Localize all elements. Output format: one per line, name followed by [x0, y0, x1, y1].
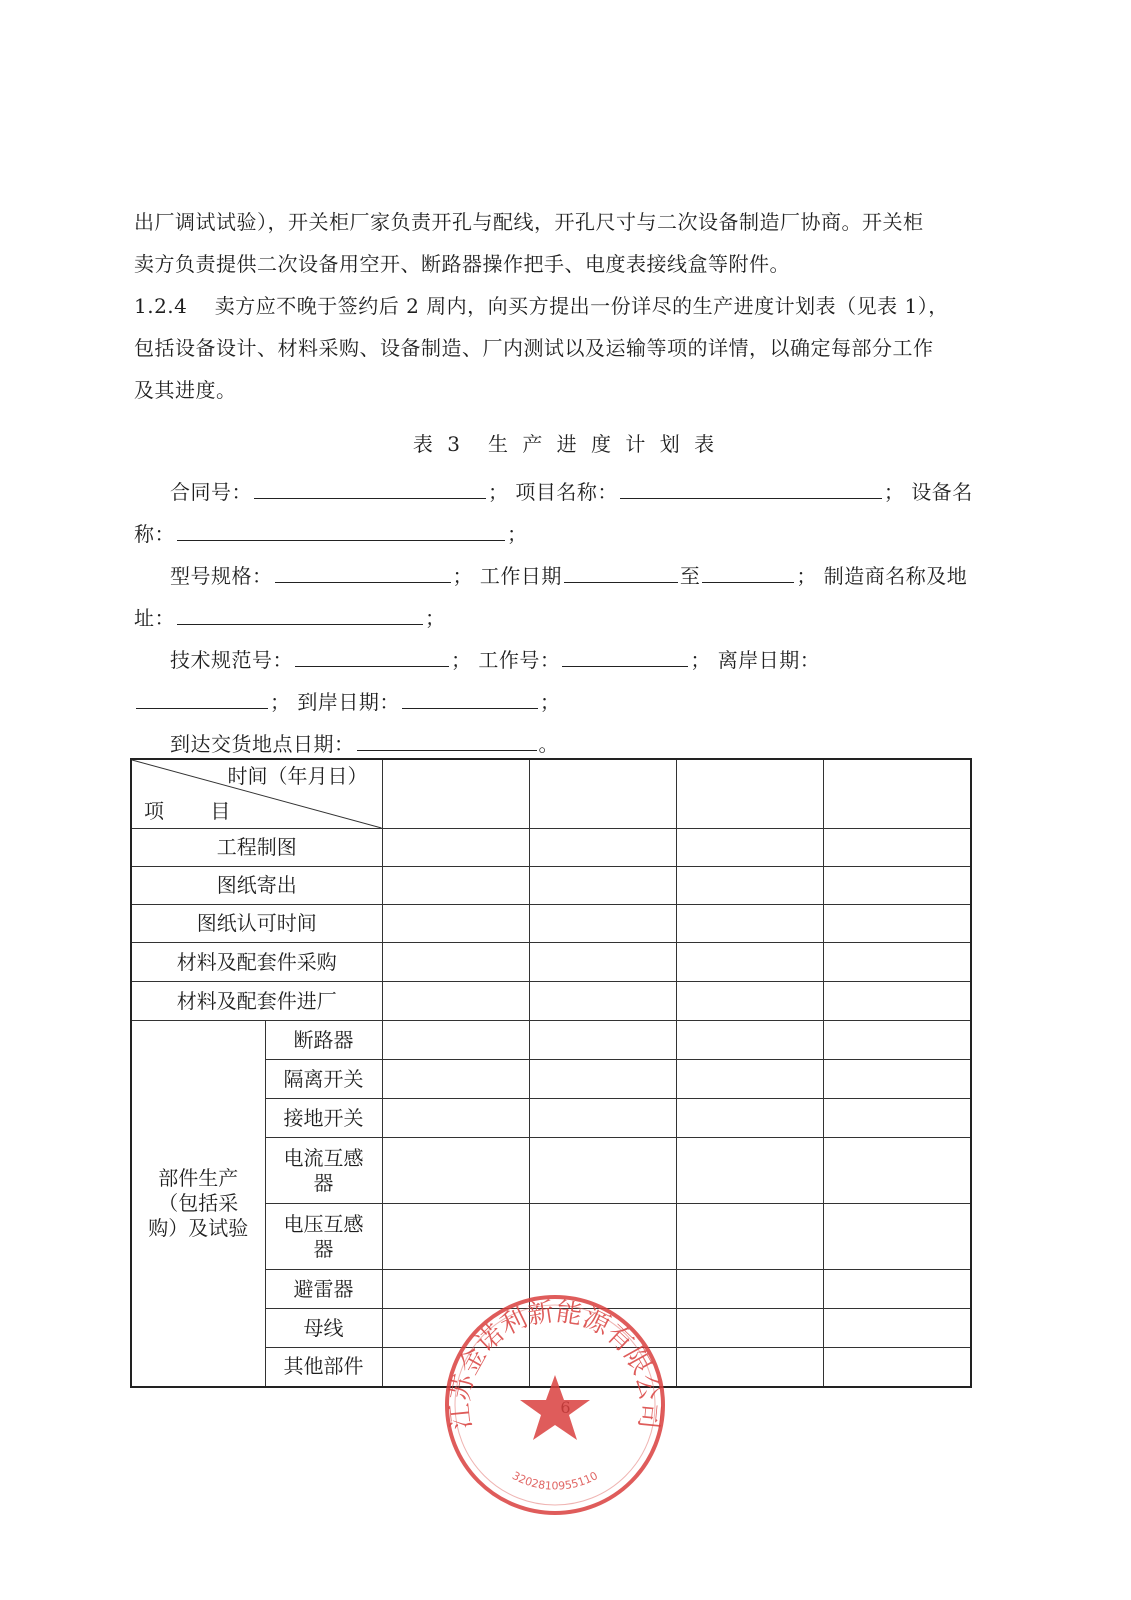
table-row	[131, 982, 971, 1021]
table-cell[interactable]	[823, 1309, 971, 1348]
separator: ；	[796, 564, 817, 588]
table-cell[interactable]	[529, 1060, 676, 1099]
table-caption: 表 3 生 产 进 度 计 划 表	[412, 432, 719, 456]
table-cell[interactable]	[382, 1021, 529, 1060]
table-cell[interactable]	[676, 1099, 823, 1138]
separator: ；	[488, 480, 509, 504]
equip-name-field[interactable]	[177, 518, 505, 541]
header-item-label: 项 目	[144, 799, 231, 823]
table-cell[interactable]	[382, 867, 529, 905]
group-label-line: 部件生产	[158, 1165, 239, 1190]
table-cell[interactable]	[823, 1099, 971, 1138]
table-cell[interactable]	[676, 1060, 823, 1099]
table-cell[interactable]	[823, 759, 971, 829]
form-line-model	[170, 560, 967, 589]
part-label: 电流互感器	[265, 1138, 382, 1204]
table-cell[interactable]	[676, 1021, 823, 1060]
table-cell[interactable]	[676, 982, 823, 1021]
work-no-label: 工作号：	[478, 648, 561, 672]
table-cell[interactable]	[676, 1204, 823, 1270]
contract-no-label: 合同号：	[170, 480, 252, 504]
tech-spec-label: 技术规范号：	[170, 648, 293, 672]
project-name-label: 项目名称：	[515, 480, 618, 504]
table-cell[interactable]	[382, 1060, 529, 1099]
arrive-date-label: 到岸日期：	[297, 690, 400, 714]
form-line-contract	[170, 476, 973, 505]
seal-code: 3202810955110	[510, 1469, 600, 1493]
separator: ；	[539, 690, 561, 714]
contract-no-field[interactable]	[254, 476, 486, 499]
table-cell[interactable]	[382, 982, 529, 1021]
table-cell[interactable]	[382, 1138, 529, 1204]
row-label: 图纸认可时间	[131, 905, 382, 943]
table-cell[interactable]	[823, 982, 971, 1021]
table-cell[interactable]	[676, 759, 823, 829]
part-label: 母线	[265, 1309, 382, 1348]
delivery-date-label: 到达交货地点日期：	[170, 732, 355, 756]
period: 。	[538, 732, 559, 756]
table-cell[interactable]	[529, 982, 676, 1021]
table-cell[interactable]	[823, 1060, 971, 1099]
work-date-end-field[interactable]	[702, 560, 794, 583]
delivery-date-field[interactable]	[357, 728, 537, 751]
table-cell[interactable]	[382, 1204, 529, 1270]
row-label: 材料及配套件采购	[131, 943, 382, 982]
form-line-techspec	[170, 644, 820, 673]
table-cell[interactable]	[529, 1099, 676, 1138]
table-cell[interactable]	[382, 759, 529, 829]
separator: ；	[452, 564, 473, 588]
table-cell[interactable]	[676, 905, 823, 943]
row-label: 工程制图	[131, 829, 382, 867]
table-cell[interactable]	[823, 943, 971, 982]
table-row	[131, 1021, 971, 1060]
to-label: 至	[679, 564, 701, 588]
form-line-equipment	[134, 518, 528, 547]
part-label: 隔离开关	[265, 1060, 382, 1099]
table-cell[interactable]	[382, 905, 529, 943]
equip-name-label-cont: 称：	[134, 522, 175, 546]
row-label: 材料及配套件进厂	[131, 982, 382, 1021]
seal-text: 江苏金诺利新能源有限公司	[445, 1297, 665, 1431]
table-row	[131, 905, 971, 943]
depart-date-label: 离岸日期：	[717, 648, 821, 672]
equip-name-label: 设备名	[911, 480, 973, 504]
separator: ；	[507, 522, 528, 546]
paragraph-line-5: 及其进度。	[134, 378, 237, 402]
table-cell[interactable]	[676, 1348, 823, 1387]
diagonal-header-cell	[131, 759, 382, 829]
arrive-date-field[interactable]	[402, 686, 538, 709]
row-label: 图纸寄出	[131, 867, 382, 905]
separator: ；	[270, 690, 291, 714]
part-label: 电压互感器	[265, 1204, 382, 1270]
table-cell[interactable]	[823, 1270, 971, 1309]
part-label: 接地开关	[265, 1099, 382, 1138]
work-date-label: 工作日期	[479, 564, 562, 588]
address-field[interactable]	[177, 602, 423, 625]
project-name-field[interactable]	[620, 476, 882, 499]
table-cell[interactable]	[823, 1204, 971, 1270]
model-label: 型号规格：	[170, 564, 273, 588]
paragraph-line-4: 包括设备设计、材料采购、设备制造、厂内测试以及运输等项的详情，以确定每部分工作	[134, 336, 934, 360]
table-cell[interactable]	[676, 943, 823, 982]
table-cell[interactable]	[823, 905, 971, 943]
table-cell[interactable]	[676, 1309, 823, 1348]
address-label: 址：	[134, 606, 175, 630]
separator: ；	[883, 480, 905, 504]
star-icon	[520, 1375, 590, 1440]
table-cell[interactable]	[823, 1348, 971, 1387]
group-label-line: （包括采	[158, 1190, 239, 1215]
form-line-delivery	[170, 728, 559, 757]
table-row	[131, 867, 971, 905]
tech-spec-field[interactable]	[295, 644, 449, 667]
table-cell[interactable]	[823, 1138, 971, 1204]
table-cell[interactable]	[676, 867, 823, 905]
paragraph-line-1: 出厂调试试验），开关柜厂家负责开孔与配线，开孔尺寸与二次设备制造厂协商。开关柜	[134, 210, 924, 234]
model-field[interactable]	[275, 560, 451, 583]
table-row	[131, 829, 971, 867]
table-cell[interactable]	[529, 1021, 676, 1060]
table-row	[131, 943, 971, 982]
table-cell[interactable]	[823, 1021, 971, 1060]
part-label: 断路器	[265, 1021, 382, 1060]
header-row	[131, 759, 971, 829]
table-cell[interactable]	[676, 1138, 823, 1204]
table-cell[interactable]	[382, 1099, 529, 1138]
group-label-line: 购）及试验	[148, 1215, 249, 1240]
group-label-cell	[131, 1021, 265, 1387]
paragraph-line-2: 卖方负责提供二次设备用空开、断路器操作把手、电度表接线盒等附件。	[134, 252, 790, 276]
table-cell[interactable]	[529, 905, 676, 943]
header-time-label: 时间（年月日）	[227, 764, 368, 788]
separator: ；	[425, 606, 446, 630]
table-cell[interactable]	[382, 943, 529, 982]
part-label: 其他部件	[265, 1348, 382, 1387]
svg-text:3202810955110	[510, 1469, 600, 1493]
depart-date-field[interactable]	[136, 686, 268, 709]
form-line-address	[134, 602, 446, 631]
table-cell[interactable]	[676, 1270, 823, 1309]
table-cell[interactable]	[529, 943, 676, 982]
separator: ；	[451, 648, 472, 672]
work-date-start-field[interactable]	[564, 560, 678, 583]
table-cell[interactable]	[823, 829, 971, 867]
work-no-field[interactable]	[562, 644, 688, 667]
table-cell[interactable]	[382, 829, 529, 867]
paragraph-line-3: 1.2.4 卖方应不晚于签约后 2 周内，向买方提出一份详尽的生产进度计划表（见表 1），	[134, 294, 949, 318]
form-line-dates	[134, 686, 560, 715]
table-cell[interactable]	[529, 829, 676, 867]
manufacturer-label: 制造商名称及地	[823, 564, 968, 588]
company-seal-stamp	[440, 1290, 670, 1520]
table-cell[interactable]	[529, 867, 676, 905]
separator: ；	[690, 648, 711, 672]
table-cell[interactable]	[529, 759, 676, 829]
table-cell[interactable]	[823, 867, 971, 905]
table-cell[interactable]	[676, 829, 823, 867]
part-label: 避雷器	[265, 1270, 382, 1309]
table-cell[interactable]	[529, 1138, 676, 1204]
table-cell[interactable]	[529, 1204, 676, 1270]
